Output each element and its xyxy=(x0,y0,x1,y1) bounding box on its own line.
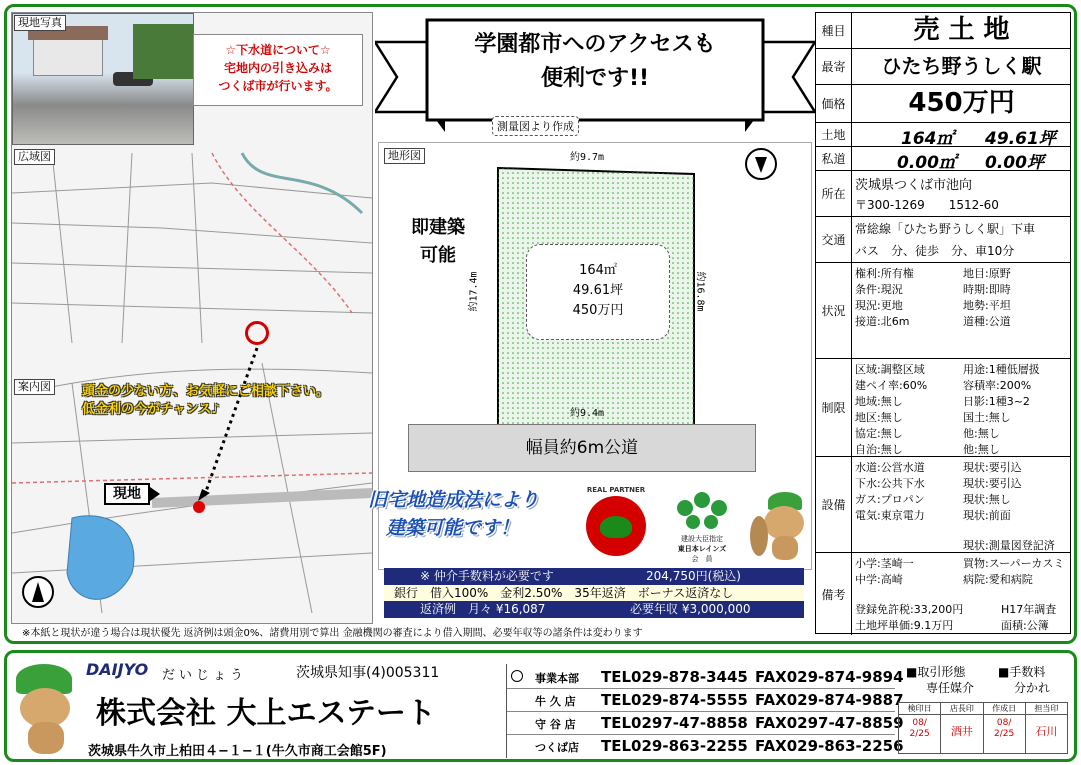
guide-text-line1: 頭金の少ない方、お気軽にご相談下さい。 xyxy=(82,384,330,399)
office-fax: FAX029-874-9894 xyxy=(755,668,904,686)
stamp-value: 酒井 xyxy=(950,725,973,738)
photo-label: 現地写真 xyxy=(14,15,66,31)
office-name: つくば店 xyxy=(535,741,579,754)
fee-bar xyxy=(384,568,804,585)
restrictions-header: 制限 xyxy=(816,359,852,456)
address-line1: 茨城県つくば市池向 xyxy=(855,178,973,193)
notes-tax-year: H17年調査 xyxy=(1001,603,1057,616)
restriction-cell: 地域:無し xyxy=(855,395,903,408)
north-arrow-icon xyxy=(22,576,54,608)
disclaimer: ※本紙と現状が違う場合は現状優先 返済例は頭金0%、諸費用別で算出 金融機関の審査により借入期間、必要年収等の諸条件は変わります xyxy=(22,628,643,639)
banner-line2: 便利です!! xyxy=(540,66,650,91)
facility-cell: 水道:公営水道 xyxy=(855,461,925,474)
banner-line1: 学園都市へのアクセスも xyxy=(474,32,716,57)
type-value: 売 土 地 xyxy=(913,15,1010,45)
status-cell xyxy=(853,263,1070,358)
stamp-header: 担当印 xyxy=(1026,703,1067,715)
notes-cell: 病院:愛和病院 xyxy=(963,573,1033,586)
road-label: 幅員約6m公道 xyxy=(525,438,639,458)
status-cell: 条件:現況 xyxy=(855,283,903,296)
office-tel: TEL029-874-5555 xyxy=(601,691,748,709)
plot-area-sqm: 164㎡ xyxy=(579,263,617,278)
facility-cell: 現状:要引込 xyxy=(963,461,1022,474)
footer-mascot-icon xyxy=(10,664,80,756)
station-header: 最寄 xyxy=(816,49,852,84)
facility-cell: 電気:東京電力 xyxy=(855,509,925,522)
private-road-sqm: 0.00㎡ xyxy=(897,153,956,173)
row-status xyxy=(816,263,1070,359)
notes-area-source: 面積:公簿 xyxy=(1001,619,1049,632)
facilities-cell xyxy=(853,457,1070,552)
reins-mark xyxy=(667,488,737,530)
fee-type xyxy=(998,664,1050,696)
transport-cell xyxy=(853,217,1070,262)
restriction-cell: 地区:無し xyxy=(855,411,903,424)
private-road-header: 私道 xyxy=(816,147,852,170)
loan-bar xyxy=(384,585,804,601)
stamp-value: 08/ 2/25 xyxy=(994,718,1015,739)
area-map-label: 広域図 xyxy=(14,149,55,165)
notes-cell: 買物:スーパーカスミ xyxy=(963,557,1065,570)
offices-block xyxy=(506,664,904,758)
site-dot xyxy=(193,501,205,513)
office-row xyxy=(507,712,904,735)
plot-right-len: 約16.8m xyxy=(694,271,706,312)
land-cell xyxy=(853,123,1070,149)
facility-cell: ガス:プロパン xyxy=(855,493,925,506)
compass-icon xyxy=(745,148,777,180)
brand-name: DAIJYO xyxy=(86,660,149,679)
real-partner-text: REAL PARTNER xyxy=(586,486,646,494)
office-row xyxy=(507,666,904,689)
transport-line2: バス 分、徒歩 分、車10分 xyxy=(855,244,1015,258)
guide-text-line2: 低金利の今がチャンス♪ xyxy=(82,402,220,417)
spec-table xyxy=(815,12,1071,634)
repay-bar-left: 返済例 月々 ¥16,087 xyxy=(420,602,546,616)
restrictions-cell xyxy=(853,359,1070,456)
build-now xyxy=(400,214,476,270)
build-now-line2: 可能 xyxy=(420,245,456,266)
row-price xyxy=(816,85,1070,123)
stamp-header: 検印日 xyxy=(899,703,940,715)
license: 茨城県知事(4)005311 xyxy=(296,665,440,681)
repay-bar-right: 必要年収 ¥3,000,000 xyxy=(630,602,751,616)
trade-label: ■取引形態 xyxy=(906,665,966,679)
office-name: 守 谷 店 xyxy=(535,718,576,731)
price-value: 450万円 xyxy=(908,88,1015,118)
plot-area-tsubo: 49.61坪 xyxy=(572,283,624,298)
survey-tag: 測量図より作成 xyxy=(492,116,579,136)
company-name: 株式会社 大上エステート xyxy=(96,696,436,731)
plot-label: 地形図 xyxy=(384,148,425,164)
office-row xyxy=(507,735,904,758)
reins-logo xyxy=(665,488,739,564)
fee-bar-left: ※ 仲介手数料が必要です xyxy=(420,569,554,583)
land-tsubo: 49.61坪 xyxy=(985,129,1056,149)
repay-bar xyxy=(384,601,804,618)
transport-header: 交通 xyxy=(816,217,852,262)
stamp-cell xyxy=(941,703,983,753)
law-note-line1: 旧宅地造成法により xyxy=(368,489,540,511)
plot-price: 450万円 xyxy=(572,303,624,318)
office-fax: FAX029-863-2256 xyxy=(755,737,904,755)
notes-header: 備考 xyxy=(816,553,852,635)
row-restrictions xyxy=(816,359,1070,457)
stamp-header: 作成日 xyxy=(984,703,1025,715)
row-private-road xyxy=(816,147,1070,171)
fee-bar-right: 204,750円(税込) xyxy=(646,569,741,583)
status-cell: 接道:北6m xyxy=(855,315,910,328)
notes-cell: 中学:高崎 xyxy=(855,573,903,586)
sewer-note-line2: つくば市が行います。 xyxy=(218,79,338,93)
law-note-line2: 建築可能です！ xyxy=(386,517,520,539)
restriction-cell: 区域:調整区域 xyxy=(855,363,925,376)
type-header: 種目 xyxy=(816,13,852,48)
office-fax: FAX0297-47-8859 xyxy=(755,714,904,732)
status-cell: 時期:即時 xyxy=(963,283,1011,296)
row-transport xyxy=(816,217,1070,263)
row-facilities xyxy=(816,457,1070,553)
status-cell: 権利:所有権 xyxy=(855,267,914,280)
office-name: 牛 久 店 xyxy=(535,695,576,708)
plot-inner-box xyxy=(526,244,670,340)
sewer-note xyxy=(193,34,363,106)
facility-cell: 現状:前面 xyxy=(963,509,1011,522)
restriction-cell: 他:無し xyxy=(963,443,1000,456)
stamp-cell xyxy=(984,703,1026,753)
office-fax: FAX029-874-9887 xyxy=(755,691,904,709)
stamp-cell xyxy=(1026,703,1067,753)
office-tel: TEL029-878-3445 xyxy=(601,668,748,686)
brand-logo xyxy=(86,660,148,679)
build-now-line1: 即建築 xyxy=(411,217,465,238)
office-tel: TEL029-863-2255 xyxy=(601,737,748,755)
stamp-header: 店長印 xyxy=(941,703,982,715)
company-address: 茨城県牛久市上柏田４−１−１(牛久市商工会館5F) xyxy=(88,744,387,759)
squirrel-mascot-icon xyxy=(750,492,810,562)
stamp-value: 石川 xyxy=(1035,725,1058,738)
status-cell: 地目:原野 xyxy=(963,267,1011,280)
facilities-header: 設備 xyxy=(816,457,852,552)
status-cell: 現況:更地 xyxy=(855,299,903,312)
private-road-tsubo: 0.00坪 xyxy=(985,153,1044,173)
status-header: 状況 xyxy=(816,263,852,358)
address-header: 所在 xyxy=(816,171,852,216)
office-row xyxy=(507,689,904,712)
guide-map-label: 案内図 xyxy=(14,379,55,395)
office-name: 事業本部 xyxy=(535,672,579,685)
row-notes xyxy=(816,553,1070,635)
notes-cell xyxy=(853,553,1070,635)
facility-cell: 現状:無し xyxy=(963,493,1011,506)
plot-top-len: 約9.7m xyxy=(570,152,605,163)
site-marker-text: 現地 xyxy=(113,486,141,502)
address-line2: 〒300-1269 1512-60 xyxy=(855,198,999,212)
restriction-cell: 協定:無し xyxy=(855,427,903,440)
plot-bottom-len: 約9.4m xyxy=(570,408,605,419)
loan-bar-text: 銀行 借入100% 金利2.50% 35年返済 ボーナス返済なし xyxy=(394,586,734,600)
fee-label: ■手数料 xyxy=(998,665,1046,679)
reins-line1: 建設大臣指定 xyxy=(681,535,723,543)
real-partner-logo xyxy=(580,486,652,558)
row-station xyxy=(816,49,1070,85)
restriction-cell: 用途:1種低層扱 xyxy=(963,363,1040,376)
restriction-cell: 容積率:200% xyxy=(963,379,1032,392)
land-header: 土地 xyxy=(816,123,852,146)
banner-text xyxy=(430,28,760,96)
restriction-cell: 自治:無し xyxy=(855,443,903,456)
row-type xyxy=(816,13,1070,49)
private-road-cell xyxy=(853,147,1070,173)
plot-left-len: 約17.4m xyxy=(468,271,480,312)
sewer-note-line1: 宅地内の引き込みは xyxy=(223,61,332,75)
trade-value: 専任媒介 xyxy=(926,681,975,695)
facility-cell: 現状:要引込 xyxy=(963,477,1022,490)
notes-tax: 登録免許税:33,200円 xyxy=(855,603,964,616)
land-sqm: 164㎡ xyxy=(901,129,954,149)
row-address xyxy=(816,171,1070,217)
restriction-cell: 国土:無し xyxy=(963,411,1011,424)
guide-text xyxy=(82,383,329,419)
notes-cell: 小学:茎崎一 xyxy=(855,557,914,570)
stamp-value: 08/ 2/25 xyxy=(909,718,930,739)
stamp-box xyxy=(898,702,1068,754)
notes-unit-price: 土地坪単価:9.1万円 xyxy=(855,619,954,632)
law-note xyxy=(368,486,539,542)
status-cell: 地勢:平坦 xyxy=(963,299,1011,312)
trade-type xyxy=(906,664,974,696)
station-value: ひたち野うしく駅 xyxy=(881,54,1042,78)
site-marker-arrow xyxy=(150,487,160,501)
facility-cell: 下水:公共下水 xyxy=(855,477,925,490)
fee-value: 分かれ xyxy=(1014,681,1051,695)
restriction-cell: 日影:1種3~2 xyxy=(963,395,1030,408)
transport-line1: 常総線「ひたち野うしく駅」下車 xyxy=(855,222,1036,236)
address-cell xyxy=(853,171,1070,216)
office-tel: TEL0297-47-8858 xyxy=(601,714,748,732)
stamp-cell xyxy=(899,703,941,753)
sewer-note-title: ☆下水道について☆ xyxy=(225,43,331,57)
reins-line2: 東日本レインズ xyxy=(677,545,727,553)
brand-kana: だいじょう xyxy=(162,668,248,683)
reins-line3: 会 員 xyxy=(691,555,713,563)
status-cell: 道種:公道 xyxy=(963,315,1011,328)
site-marker xyxy=(104,483,150,505)
road-strip xyxy=(408,424,756,472)
restriction-cell: 建ペイ率:60% xyxy=(855,379,928,392)
price-header: 価格 xyxy=(816,85,852,122)
row-land xyxy=(816,123,1070,147)
facility-survey: 現状:測量図登記済 xyxy=(963,539,1055,552)
restriction-cell: 他:無し xyxy=(963,427,1000,440)
